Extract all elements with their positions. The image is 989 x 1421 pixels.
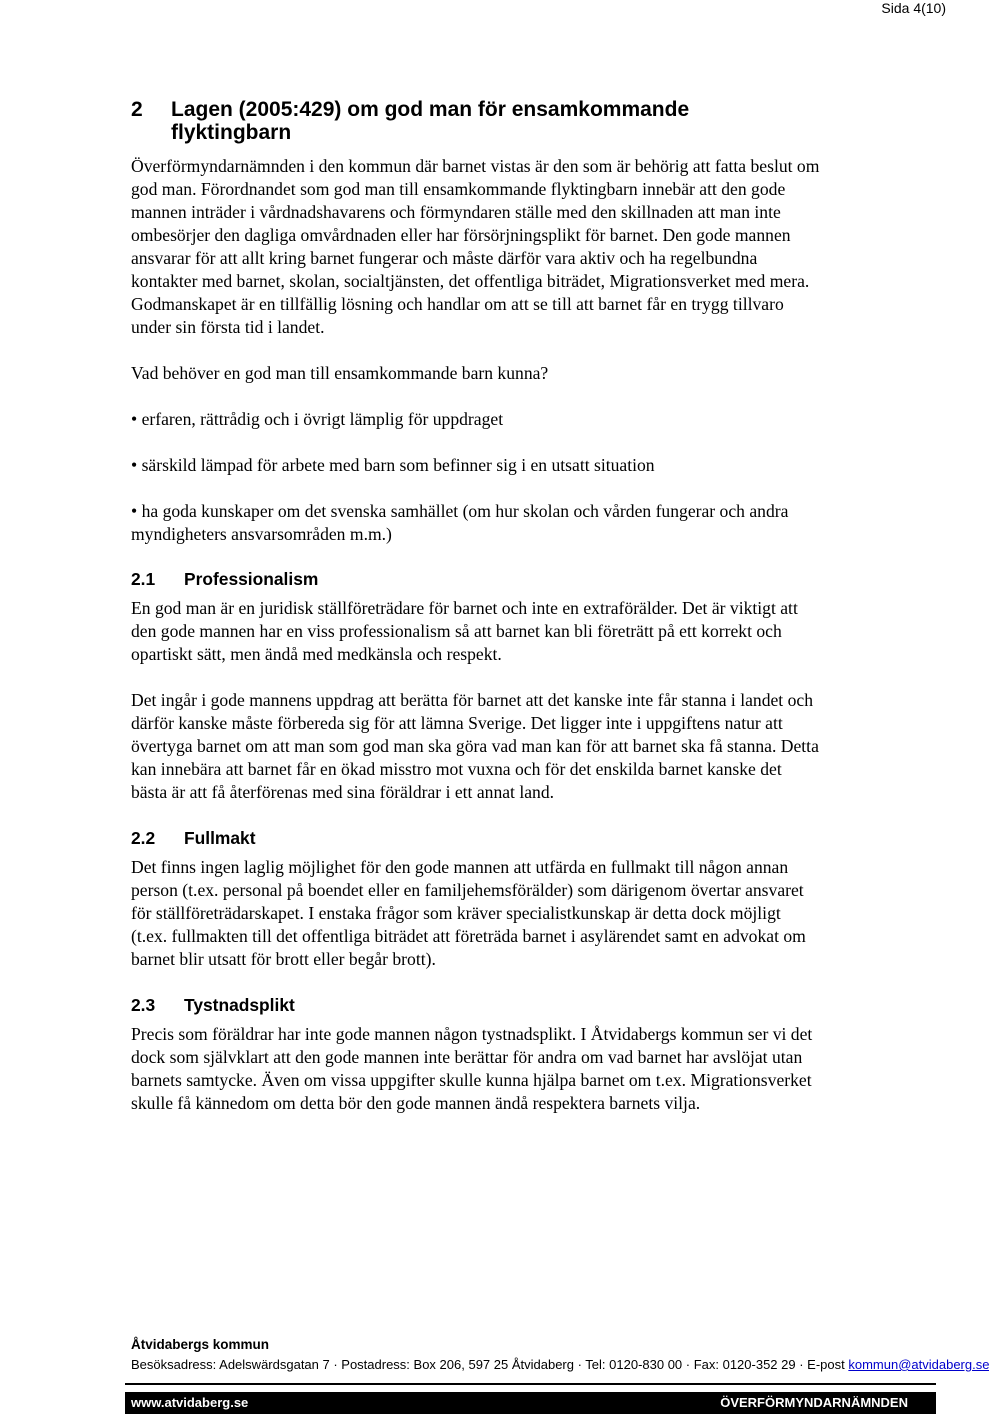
footer-address xyxy=(131,1357,989,1372)
bullet-glyph: • xyxy=(131,455,138,475)
list-item: • ha goda kunskaper om det svenska samhället (om hur skolan och vården fungerar och andra myndigheters ansvarsområden m.m.) xyxy=(131,501,789,544)
document-body xyxy=(131,98,821,1115)
section-title xyxy=(171,98,689,144)
section-number: 2 xyxy=(131,98,143,121)
subsection-title: Professionalism xyxy=(184,569,319,589)
professionalism-paragraph-1: En god man är en juridisk ställföreträdare för barnet och inte en extraförälder. Det är viktigt att den gode mannen har en viss professionalism så att barnet kan bli företrätt på ett korrekt och opartiskt sätt, men ändå med medkänsla och respekt. xyxy=(131,598,798,664)
tystnadsplikt-paragraph: Precis som föräldrar har inte gode mannen någon tystnadsplikt. I Åtvidabergs kommun ser vi det dock som självklart att den gode mannen inte berättar för andra om vad barnet har avslöjat utan barnets samtycke. Även om vissa uppgifter skulle kunna hjälpa barnet om t.ex. Migrationsverket skulle få kännedom om detta bör den gode mannen ändå respektera barnets vilja. xyxy=(131,1024,813,1113)
footer-divider xyxy=(125,1383,936,1385)
subsection-number: 2.3 xyxy=(131,995,156,1015)
footer-organization: Åtvidabergs kommun xyxy=(131,1337,270,1352)
bullet-glyph: • xyxy=(131,501,138,521)
section-title-line1: Lagen (2005:429) om god man för ensamkommande xyxy=(171,98,690,121)
footer-email-link[interactable]: kommun@atvidaberg.se xyxy=(848,1357,989,1372)
qualifications-list xyxy=(131,408,821,546)
section-question: Vad behöver en god man till ensamkommande barn kunna? xyxy=(131,363,549,383)
footer-address-text: Besöksadress: Adelswärdsgatan 7 · Postadress: Box 206, 597 25 Åtvidaberg · Tel: 0120-830 00 · Fax: 0120-352 29 · E-post xyxy=(131,1357,849,1372)
subsection-title: Tystnadsplikt xyxy=(184,995,295,1015)
footer-department: ÖVERFÖRMYNDARNÄMNDEN xyxy=(720,1395,908,1410)
subsection-title: Fullmakt xyxy=(184,828,256,848)
section-intro-paragraph: Överförmyndarnämnden i den kommun där barnet vistas är den som är behörig att fatta beslut om god man. Förordnandet som god man till ensamkommande flyktingbarn innebär att den gode mannen inträder i vårdnadshavarens och förmyndaren ställe med den skillnaden att man inte ombesörjer den dagliga omvårdnaden eller har försörjningsplikt för barnet. Den gode mannen ansvarar för att allt kring barnet fungerar och måste därför vara aktiv och ha regelbundna kontakter med barnet, skolan, socialtjänsten, det offentliga biträdet, Migrationsverket med mera. Godmanskapet är en tillfällig lösning och handlar om att se till att barnet får en trygg tillvaro under sin första tid i landet. xyxy=(131,156,820,337)
subsection-heading-tystnadsplikt xyxy=(131,994,821,1017)
fullmakt-paragraph: Det finns ingen laglig möjlighet för den gode mannen att utfärda en fullmakt till någon annan person (t.ex. personal på boendet eller en familjehemsförälder) som därigenom övertar ansvaret för ställföreträdarskapet. I enstaka frågor som kräver specialistkunskap är detta dock möjligt (t.ex. fullmakten till det offentliga biträdet att företräda barnet i asylärendet samt en advokat om barnet blir utsatt för brott eller begår brott). xyxy=(131,857,806,969)
section-heading xyxy=(131,98,821,144)
list-item: • erfaren, rättrådig och i övrigt lämplig för uppdraget xyxy=(131,409,504,429)
subsection-number: 2.2 xyxy=(131,828,156,848)
subsection-heading-professionalism xyxy=(131,568,821,591)
list-item: • särskild lämpad för arbete med barn som befinner sig i en utsatt situation xyxy=(131,455,655,475)
subsection-heading-fullmakt xyxy=(131,827,821,850)
page-number: Sida 4(10) xyxy=(881,0,946,16)
subsection-number: 2.1 xyxy=(131,569,156,589)
section-title-line2: flyktingbarn xyxy=(171,121,292,144)
professionalism-paragraph-2: Det ingår i gode mannens uppdrag att berätta för barnet att det kanske inte får stanna i landet och därför kanske måste förbereda sig för att lämna Sverige. Det ligger inte i uppgiftens natur att övertyga barnet om att man som god man ska göra vad man kan för att barnet ska få stanna. Detta kan innebära att barnet får en ökad misstro mot vuxna och för det enskilda barnet kanske det bästa är att få återförenas med sina föräldrar i ett annat land. xyxy=(131,690,819,802)
footer-bar xyxy=(125,1392,936,1414)
footer-website-link[interactable]: www.atvidaberg.se xyxy=(131,1395,249,1410)
bullet-glyph: • xyxy=(131,409,138,429)
